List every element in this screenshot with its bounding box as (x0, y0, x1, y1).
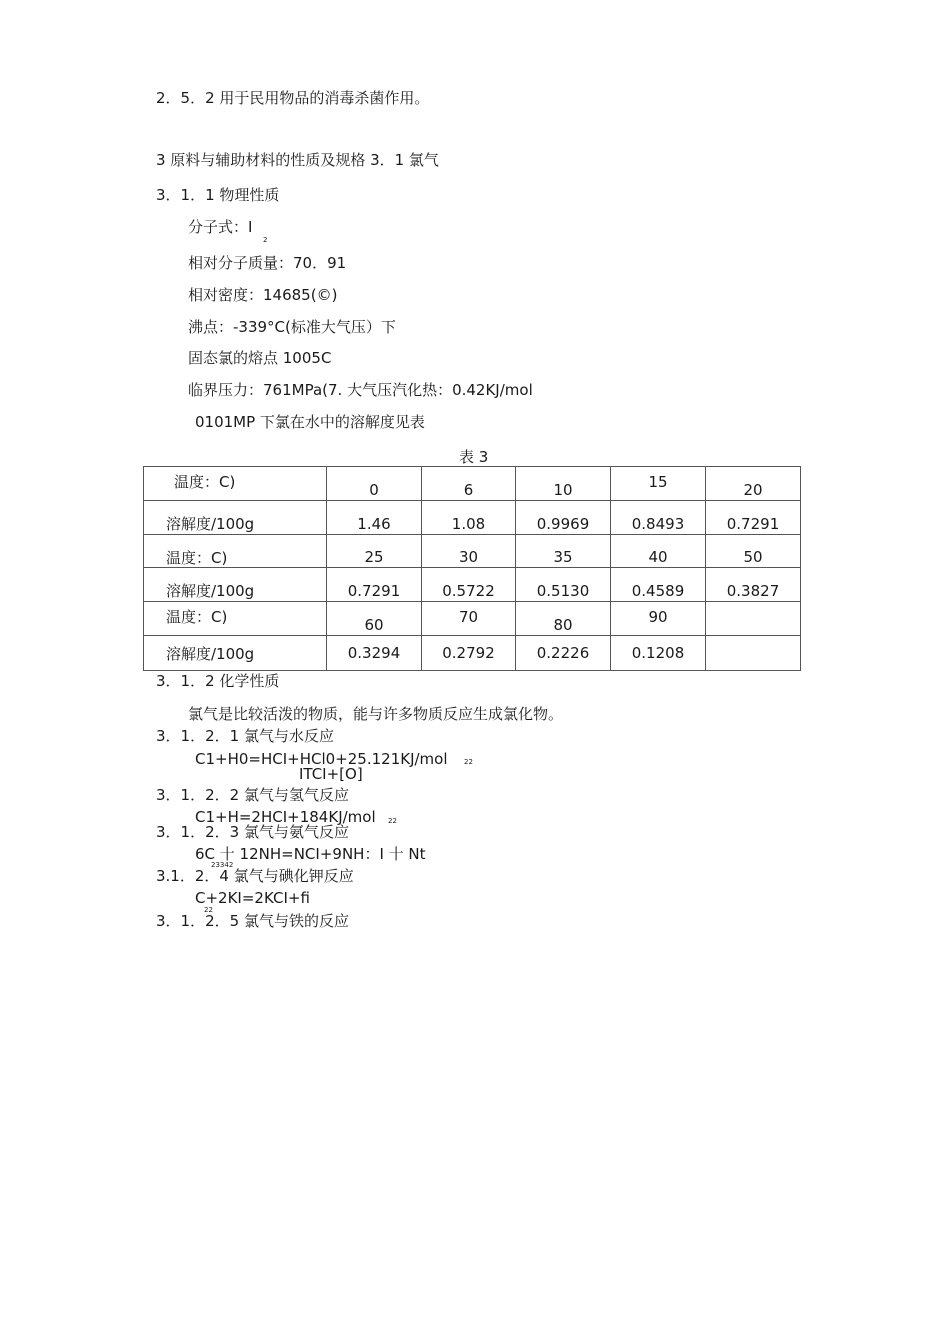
molecular-mass: 相对分子质量：70．91 (188, 254, 347, 272)
reaction-potassium-iodide-subscript: 22 (204, 906, 213, 914)
table-cell: 50 (706, 535, 801, 568)
table-cell: 0.3294 (327, 636, 422, 671)
relative-density: 相对密度：14685(©) (188, 286, 338, 304)
section-3-1-2-5-heading: 3．1．2．5 氯气与铁的反应 (156, 912, 349, 930)
table-cell: 温度：C) (144, 602, 327, 636)
table-cell: 15 (611, 467, 706, 501)
table-cell (706, 602, 801, 636)
table-cell: 0.7291 (327, 568, 422, 602)
table-cell: 0.5130 (516, 568, 611, 602)
table-row (144, 535, 801, 568)
table-cell: 10 (516, 467, 611, 501)
table-cell: 25 (327, 535, 422, 568)
table-cell: 6 (422, 467, 516, 501)
section-2-5-2: 2．5．2 用于民用物品的消毒杀菌作用。 (156, 89, 430, 107)
table-cell: 温度：C) (144, 535, 327, 568)
table-caption: 表 3 (459, 448, 489, 466)
table-cell: 溶解度/100g (144, 636, 327, 671)
table-cell (706, 636, 801, 671)
reaction-water-subscript: 22 (464, 758, 473, 766)
table-cell: 0.9969 (516, 501, 611, 535)
section-3-1-2-1-heading: 3．1．2．1 氯气与水反应 (156, 727, 334, 745)
chemical-properties-text: 氯气是比较活泼的物质，能与许多物质反应生成氯化物。 (188, 705, 564, 723)
table-cell: 溶解度/100g (144, 568, 327, 602)
solubility-intro: 0101MP 下氯在水中的溶解度见表 (195, 413, 425, 431)
section-3-1-1-heading: 3．1．1 物理性质 (156, 186, 280, 204)
table-cell: 1.08 (422, 501, 516, 535)
critical-pressure: 临界压力：761MPa(7. 大气压汽化热：0.42KJ/mol (188, 381, 533, 399)
reaction-potassium-iodide: C+2KI=2KCI+fi (195, 889, 310, 907)
table-cell: 0.3827 (706, 568, 801, 602)
table-cell: 40 (611, 535, 706, 568)
section-3-1-2-heading: 3．1．2 化学性质 (156, 672, 280, 690)
reaction-water-product: ITCI+[O] (299, 765, 363, 783)
table-cell: 1.46 (327, 501, 422, 535)
table-cell: 30 (422, 535, 516, 568)
table-row (144, 636, 801, 671)
table-cell: 80 (516, 602, 611, 636)
reaction-hydrogen: C1+H=2HCI+184KJ/mol (195, 808, 376, 826)
table-cell: 0.2792 (422, 636, 516, 671)
section-3-1-2-2-heading: 3．1．2．2 氯气与氢气反应 (156, 786, 349, 804)
table-cell: 90 (611, 602, 706, 636)
table-cell: 溶解度/100g (144, 501, 327, 535)
reaction-ammonia: 6C 十 12NH=NCI+9NH：I 十 Nt (195, 845, 426, 863)
section-3-heading: 3 原料与辅助材料的性质及规格 3．1 氯气 (156, 151, 439, 169)
table-cell: 35 (516, 535, 611, 568)
table-row (144, 467, 801, 501)
table-row (144, 501, 801, 535)
section-3-1-2-4-heading: 3.1．2．4 氯气与碘化钾反应 (156, 867, 354, 885)
section-3-1-2-3-heading: 3．1．2．3 氯气与氨气反应 (156, 823, 349, 841)
solubility-table (143, 466, 801, 671)
table-cell: 0.2226 (516, 636, 611, 671)
reaction-ammonia-subscript: 23342 (211, 861, 234, 869)
molecular-formula-subscript: 2 (263, 236, 268, 244)
table-cell: 60 (327, 602, 422, 636)
melting-point: 固态氯的熔点 1005C (188, 349, 332, 367)
table-cell: 0.8493 (611, 501, 706, 535)
table-cell: 70 (422, 602, 516, 636)
table-row (144, 602, 801, 636)
table-cell: 0 (327, 467, 422, 501)
table-row (144, 568, 801, 602)
table-cell: 0.1208 (611, 636, 706, 671)
table-cell: 20 (706, 467, 801, 501)
table-cell: 0.4589 (611, 568, 706, 602)
table-cell: 温度：C) (144, 467, 327, 501)
boiling-point: 沸点：-339°C(标准大气压）下 (188, 318, 396, 336)
table-cell: 0.7291 (706, 501, 801, 535)
table-cell: 0.5722 (422, 568, 516, 602)
reaction-water: C1+H0=HCI+HCl0+25.121KJ/mol (195, 750, 448, 768)
reaction-hydrogen-subscript: 22 (388, 817, 397, 825)
molecular-formula: 分子式：I (188, 218, 253, 236)
